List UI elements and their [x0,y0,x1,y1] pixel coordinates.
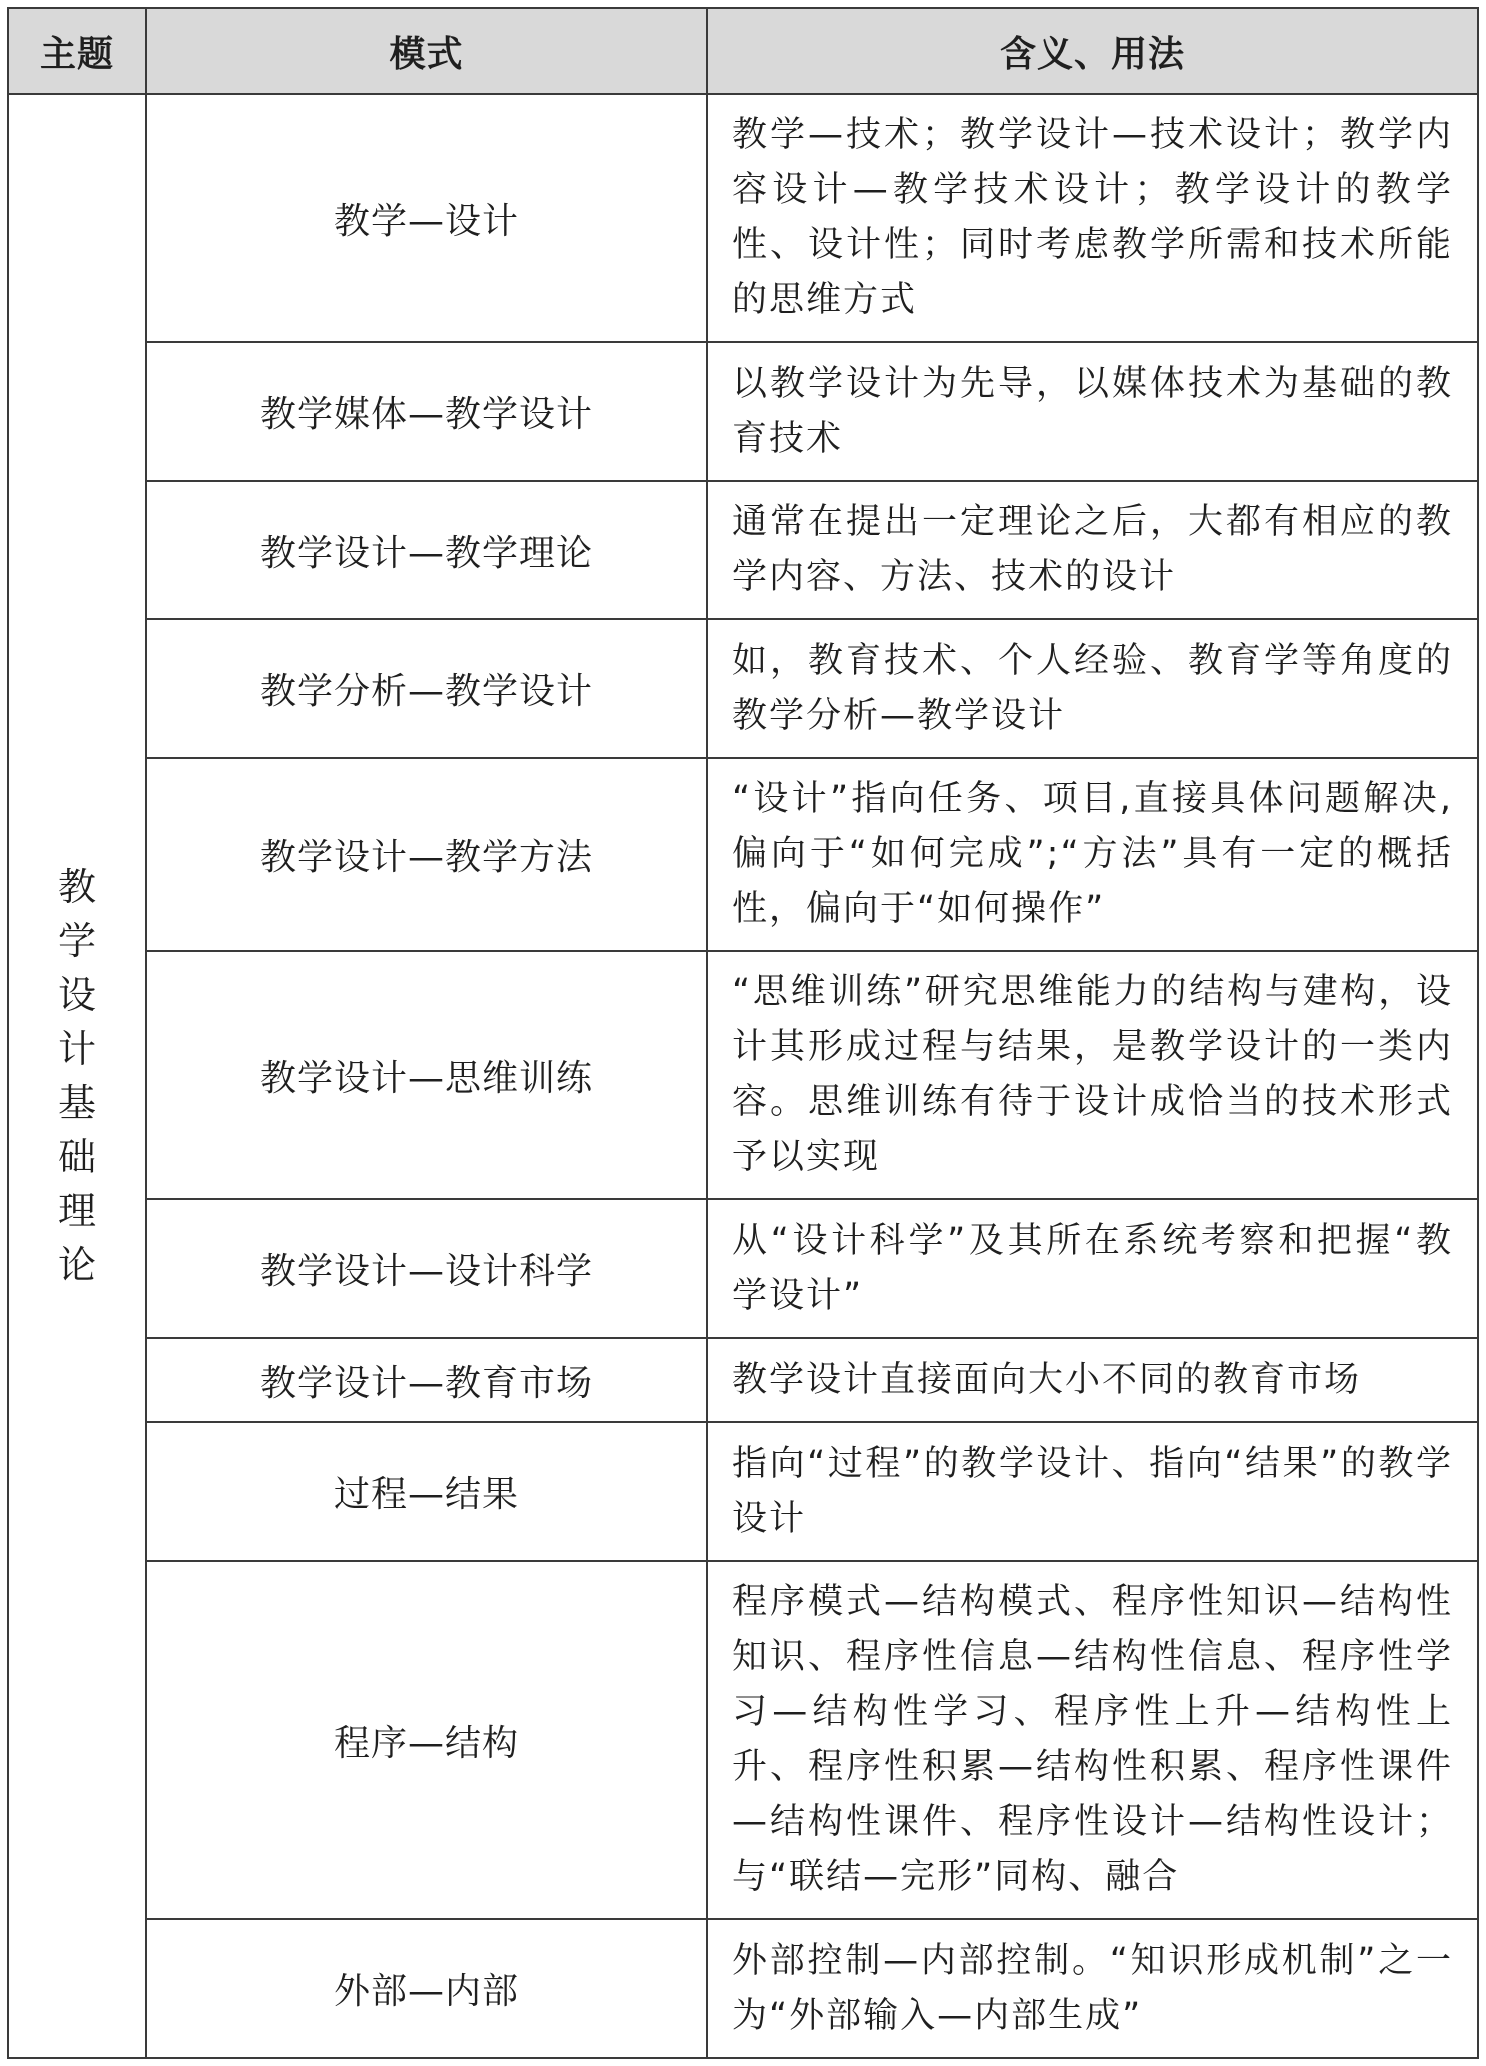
table-row [8,481,1478,619]
meaning-cell: 从“设计科学”及其所在系统考察和把握“教学设计” [707,1199,1478,1338]
theory-table [7,7,1479,2059]
meaning-cell: 如，教育技术、个人经验、教育学等角度的教学分析—教学设计 [707,619,1478,758]
topic-char: 础 [57,1135,96,1179]
meaning-cell: “设计”指向任务、项目,直接具体问题解决,偏向于“如何完成”;“方法”具有一定的概括性，偏向于“如何操作” [707,758,1478,951]
header-topic: 主题 [8,8,146,94]
mode-cell: 教学设计—教育市场 [146,1338,707,1422]
topic-char: 基 [57,1081,96,1125]
meaning-cell: 教学设计直接面向大小不同的教育市场 [707,1338,1478,1422]
topic-char: 计 [57,1027,96,1071]
table-row [8,342,1478,481]
topic-char: 教 [57,865,96,909]
table-header [8,8,1478,94]
mode-cell: 教学分析—教学设计 [146,619,707,758]
header-meaning: 含义、用法 [707,8,1478,94]
header-row [8,8,1478,94]
meaning-cell: 程序模式—结构模式、程序性知识—结构性知识、程序性信息—结构性信息、程序性学习—结构性学习、程序性上升—结构性上升、程序性积累—结构性积累、程序性课件—结构性课件、程序性设计—结构性设计；与“联结—完形”同构、融合 [707,1561,1478,1919]
mode-cell: 教学设计—思维训练 [146,951,707,1199]
topic-char: 学 [57,919,96,963]
topic-char: 论 [57,1243,96,1287]
table-row [8,1919,1478,2058]
mode-cell: 教学—设计 [146,94,707,342]
table-row [8,619,1478,758]
table-row [8,758,1478,951]
meaning-cell: 通常在提出一定理论之后，大都有相应的教学内容、方法、技术的设计 [707,481,1478,619]
mode-cell: 教学设计—设计科学 [146,1199,707,1338]
meaning-cell: 教学—技术；教学设计—技术设计；教学内容设计—教学技术设计；教学设计的教学性、设计性；同时考虑教学所需和技术所能的思维方式 [707,94,1478,342]
mode-cell: 教学设计—教学方法 [146,758,707,951]
topic-char: 设 [57,973,96,1017]
table-row [8,1338,1478,1422]
mode-cell: 教学设计—教学理论 [146,481,707,619]
table-row [8,1561,1478,1919]
mode-cell: 外部—内部 [146,1919,707,2058]
topic-cell [8,94,146,2058]
table-row [8,1422,1478,1561]
table-row [8,94,1478,342]
table-row [8,951,1478,1199]
table-body [8,94,1478,2058]
table-row [8,1199,1478,1338]
mode-cell: 教学媒体—教学设计 [146,342,707,481]
topic-char: 理 [57,1189,96,1233]
meaning-cell: 指向“过程”的教学设计、指向“结果”的教学设计 [707,1422,1478,1561]
mode-cell: 程序—结构 [146,1561,707,1919]
header-mode: 模式 [146,8,707,94]
meaning-cell: 以教学设计为先导，以媒体技术为基础的教育技术 [707,342,1478,481]
meaning-cell: 外部控制—内部控制。“知识形成机制”之一为“外部输入—内部生成” [707,1919,1478,2058]
mode-cell: 过程—结果 [146,1422,707,1561]
meaning-cell: “思维训练”研究思维能力的结构与建构，设计其形成过程与结果，是教学设计的一类内容。思维训练有待于设计成恰当的技术形式予以实现 [707,951,1478,1199]
